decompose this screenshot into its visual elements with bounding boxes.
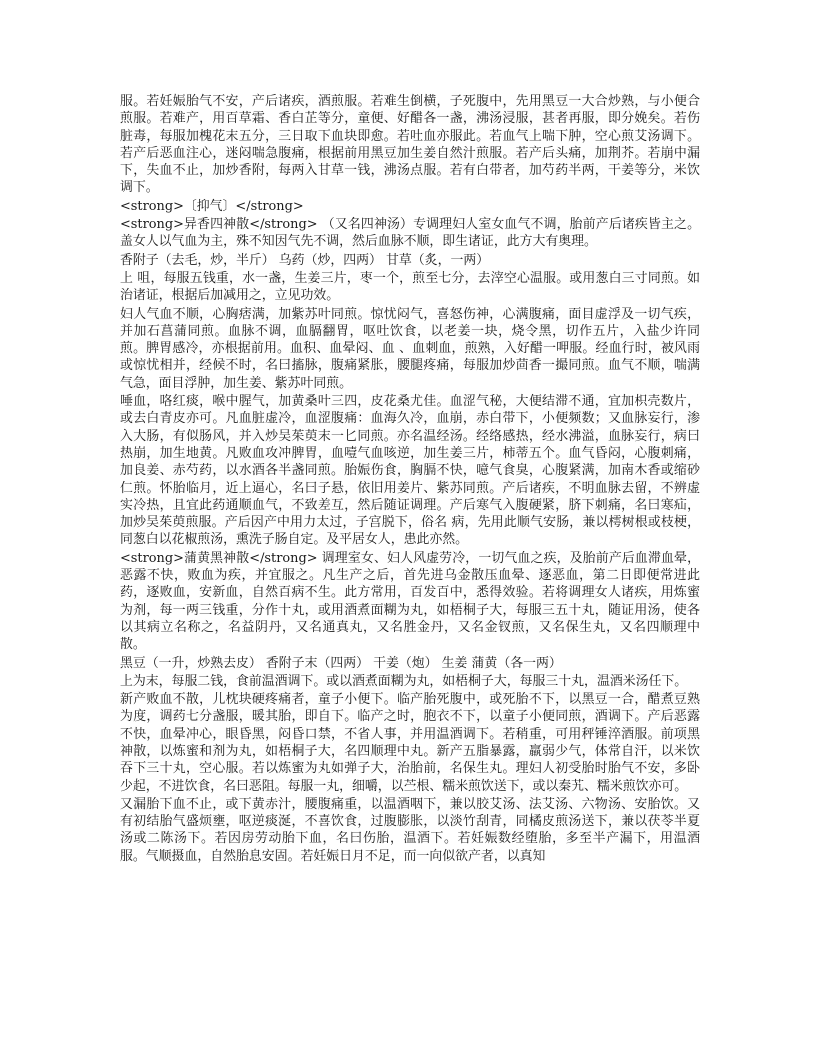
paragraph-yixiang-modifications-1: 妇人气血不顺，心胸痞满，加紫苏叶同煎。惊忧闷气，喜怒伤神，心满腹痛，面目虚浮及一切气疾，并加石菖蒲同煎。血脉不调，血膈翻胃，呕吐饮食，以老姜一块，烧令黑，切作五片，入盐少许同煎。脾胃感冷，亦根据前用。血积、血晕闷、血 、血刺血，煎熟，入好醋一呷服。经血行时，被风雨或惊忧相并，经候不时，名曰搐脉，腹痛紧胀，腰腿疼痛，每服加炒茴香一撮同煎。血气不顺，喘满气急，面目浮肿，加生姜、紫苏叶同煎。: [120, 306, 700, 391]
paragraph-yixiang-modifications-2: 唾血，咯红痰，喉中腥气，加黄桑叶三四，皮花桑尤佳。血涩气秘，大便结滞不通，宜加枳壳数片，或去白青皮亦可。凡血脏虚冷，血涩腹痛：血海久冷，血崩，赤白带下，小便频数；又血脉妄行，渗入大肠，有似肠风，并入炒吴茱萸末一匕同煎。亦名温经汤。经络感热，经水沸溢，血脉妄行，病曰热崩，加生地黄。凡败血攻冲脾胃，血噎气血咳逆，加生姜三片，柿蒂五个。血气昏闷，心腹刺痛，加良姜、赤芍药，以水酒各半盏同煎。胎娠伤食，胸膈不快，噫气食臭，心腹紧满，加南木香或缩砂仁煎。怀胎临月，近上逼心，名曰子悬，依旧用姜片、紫苏同煎。产后诸疾，不明血脉去留，不辨虚实冷热，且宜此药通顺血气，不致差互，然后随证调理。产后寒气入腹硬紧，脐下刺痛，名曰寒疝，加炒吴茱萸煎服。产后因产中用力太过，子宫脱下，俗名 病，先用此顺气安肠，兼以樗树根或枝梗，同葱白以花椒煎汤，熏洗子肠自定。及平居女人，患此亦然。: [120, 394, 700, 548]
paragraph-yixiang-preparation: 上 咀，每服五钱重，水一盏，生姜三片，枣一个，煎至七分，去滓空心温服。或用葱白三寸同煎。如治诸证，根据后加减用之，立见功效。: [120, 270, 700, 304]
document-page: [120, 93, 700, 866]
paragraph-puhuang-ingredients: 黑豆（一升，炒熟去皮） 香附子末（四两） 干姜（炮） 生姜 蒲黄（各一两）: [120, 655, 562, 671]
paragraph-dosage-notes: 服。若妊娠胎气不安，产后诸疾，酒煎服。若难生倒横，子死腹中，先用黑豆一大合炒熟，与小便合煎服。若难产，用百草霜、香白芷等分，童便、好醋各一盏，沸汤浸服，甚者再服，即分娩矣。若伤脏毒，每服加槐花末五分，三日取下血块即愈。若吐血亦服此。若血气上喘下肿，空心煎艾汤调下。若产后恶血注心，迷闷喘急腹痛，根据前用黑豆加生姜自然汁煎服。若产后头痛，加荆芥。若崩中漏下，失血不止，加炒香附，每两入甘草一钱，沸汤点服。若有白带者，加芍药半两，干姜等分，米饮调下。: [120, 94, 700, 196]
paragraph-puhuang-heishen-san-intro: <strong>蒲黄黑神散</strong> 调理室女、妇人风虚劳冷，一切气血之疾，及胎前产后血滞血晕，恶露不快，败血为疾，并宜服之。凡生产之后，首先进乌金散压血晕、逐恶血，第二日即便常进此药，逐败血，安新血，自然百病不生。此方常用，百发百中，悉得效验。若将调理女人诸疾，用炼蜜为剂，每一两三钱重，分作十丸，或用酒煮面糊为丸，如梧桐子大，每服三五十丸，随证用汤，使各以其病立名称之，名益阴丹，又名通真丸，又名胜金丹，又名金钗煎，又名保生丸，又名四顺理中散。: [120, 550, 700, 653]
paragraph-yixiang-sishen-san-intro: <strong>异香四神散</strong> （又名四神汤）专调理妇人室女血气不调，胎前产后诸疾皆主之。盖女人以气血为主，殊不知因气先不调，然后血脉不顺，即生诸证，此方大有奥理。: [120, 217, 700, 250]
paragraph-yixiang-ingredients: 香附子（去毛，炒，半斤） 乌药（炒，四两） 甘草（炙，一两）: [120, 252, 490, 268]
paragraph-puhuang-usage-1: 新产败血不散，儿枕块硬疼痛者，童子小便下。临产胎死腹中，或死胎不下，以黑豆一合，醋煮豆熟为度，调药七分盏服，暖其胎，即自下。临产之时，胞衣不下，以童子小便同煎，酒调下。产后恶露不快，血晕冲心，眼昏黑，闷昏口禁，不省人事，并用温酒调下。若稍重，可用秤锤淬酒服。前项黑神散，以炼蜜和剂为丸，如梧桐子大，名四顺理中丸。新产五脂暴露，羸弱少气，体常自汗，以米饮吞下三十丸，空心服。若以炼蜜为丸如弹子大，治胎前，名保生丸。理妇人初受胎时胎气不安，多卧少起，不进饮食，名曰恶阻。每服一丸，细嚼，以苎根、糯米煎饮送下，或以秦艽、糯米煎饮亦可。: [120, 692, 700, 794]
paragraph-puhuang-preparation: 上为末，每服二钱，食前温酒调下。或以酒煮面糊为丸，如梧桐子大，每服三十丸，温酒米汤任下。: [120, 673, 688, 689]
paragraph-puhuang-usage-2: 又漏胎下血不止，或下黄赤汁，腰腹痛重，以温酒咽下，兼以胶艾汤、法艾汤、六物汤、安胎饮。又有初结胎气盛烦壅，呕逆痰涎，不喜饮食，过腹膨胀，以淡竹刮青，同橘皮煎汤送下，兼以茯苓半夏汤或二陈汤下。若因房劳动胎下血，名曰伤胎，温酒下。若妊娠数经堕胎，多至半产漏下，用温酒服。气顺摄血，自然胎息安固。若妊娠日月不足，而一向似欲产者，以真知: [120, 796, 700, 864]
paragraph-section-heading-yiqi: <strong>〔抑气〕</strong>: [120, 198, 304, 214]
